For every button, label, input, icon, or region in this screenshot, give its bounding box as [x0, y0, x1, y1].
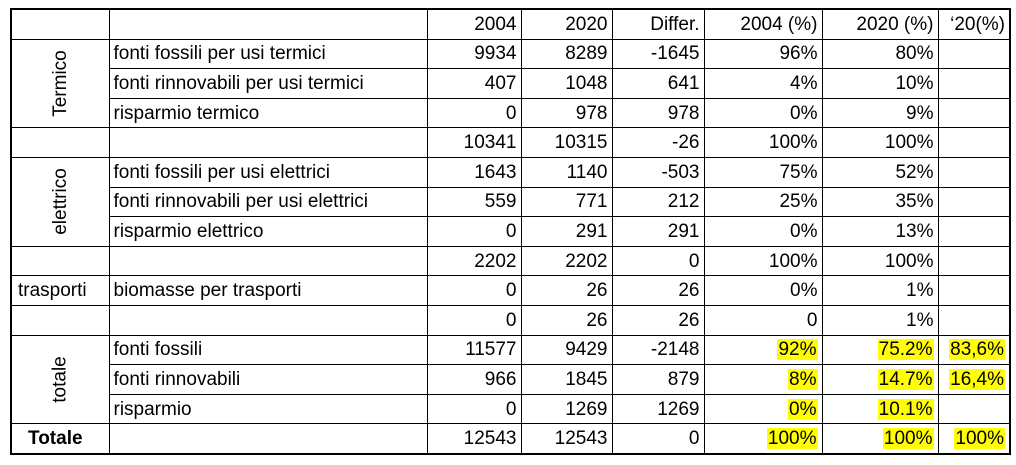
table-row — [11, 394, 1010, 424]
cell-pct-2020: 1% — [822, 305, 938, 335]
cell-pct-2020: 9% — [822, 98, 938, 128]
header-row — [11, 9, 1010, 39]
cell-pct-2004: 0 — [704, 305, 822, 335]
cell-pct-20 — [938, 157, 1010, 187]
cell-pct-2004: 100% — [704, 246, 822, 276]
cell-2020: 2202 — [521, 246, 612, 276]
cell-pct-20 — [938, 305, 1010, 335]
empty-cell — [11, 305, 109, 335]
cell-pct-2020: 10% — [822, 69, 938, 99]
cell-pct-20 — [938, 187, 1010, 217]
cell-pct-20 — [938, 424, 1010, 454]
cell-pct-2020: 100% — [822, 128, 938, 158]
cell-diff: 26 — [612, 276, 704, 306]
highlighted-value: 16,4% — [950, 368, 1004, 390]
table-row — [11, 187, 1010, 217]
cell-pct-20 — [938, 365, 1010, 395]
table-row — [11, 365, 1010, 395]
cell-pct-2004: 75% — [704, 157, 822, 187]
header-cell: 2004 (%) — [704, 9, 822, 39]
cell-diff: 0 — [612, 424, 704, 454]
cell-2004: 0 — [427, 217, 521, 247]
cell-pct-2004 — [704, 394, 822, 424]
highlighted-value: 100% — [767, 428, 817, 450]
cell-diff: 291 — [612, 217, 704, 247]
cell-pct-20 — [938, 217, 1010, 247]
row-label — [109, 305, 427, 335]
cell-diff: 0 — [612, 246, 704, 276]
subtotal-row — [11, 128, 1010, 158]
cell-pct-2004: 100% — [704, 128, 822, 158]
cell-2020: 1140 — [521, 157, 612, 187]
cell-2020: 291 — [521, 217, 612, 247]
cell-pct-2020 — [822, 335, 938, 365]
highlighted-value: 100% — [883, 428, 933, 450]
table-row — [11, 157, 1010, 187]
cell-2004: 1643 — [427, 157, 521, 187]
cell-pct-2020 — [822, 424, 938, 454]
cell-2004: 0 — [427, 98, 521, 128]
cell-pct-20 — [938, 128, 1010, 158]
cell-pct-2020: 13% — [822, 217, 938, 247]
table-row — [11, 217, 1010, 247]
header-cell: 2020 (%) — [822, 9, 938, 39]
row-label: fonti fossili per usi elettrici — [109, 157, 427, 187]
cell-2020: 1048 — [521, 69, 612, 99]
cell-pct-20 — [938, 276, 1010, 306]
empty-cell — [11, 128, 109, 158]
cell-2004: 0 — [427, 305, 521, 335]
cell-2004: 12543 — [427, 424, 521, 454]
cell-diff: 26 — [612, 305, 704, 335]
highlighted-value: 8% — [789, 368, 817, 390]
row-label: biomasse per trasporti — [109, 276, 427, 306]
cell-pct-2020 — [822, 365, 938, 395]
cell-diff: -1645 — [612, 39, 704, 69]
cell-2020: 12543 — [521, 424, 612, 454]
cell-pct-20 — [938, 394, 1010, 424]
cell-2020: 978 — [521, 98, 612, 128]
cell-pct-2004: 25% — [704, 187, 822, 217]
cell-2020: 26 — [521, 276, 612, 306]
group-label-trasporti: trasporti — [11, 276, 109, 306]
cell-2004: 0 — [427, 394, 521, 424]
table-row — [11, 98, 1010, 128]
cell-diff: 641 — [612, 69, 704, 99]
energy-balance-table — [10, 8, 1011, 455]
row-label: risparmio elettrico — [109, 217, 427, 247]
header-cell — [109, 9, 427, 39]
empty-cell — [109, 424, 427, 454]
cell-pct-2004 — [704, 424, 822, 454]
highlighted-value: 83,6% — [950, 339, 1004, 361]
cell-pct-20 — [938, 335, 1010, 365]
table-row — [11, 39, 1010, 69]
header-cell: ‘20(%) — [938, 9, 1010, 39]
cell-pct-20 — [938, 69, 1010, 99]
row-label — [109, 246, 427, 276]
cell-2020: 9429 — [521, 335, 612, 365]
group-label-elettrico: elettrico — [11, 157, 109, 246]
cell-2020: 10315 — [521, 128, 612, 158]
cell-pct-2020: 52% — [822, 157, 938, 187]
total-row — [11, 424, 1010, 454]
cell-pct-2004 — [704, 335, 822, 365]
row-label — [109, 128, 427, 158]
table-row — [11, 335, 1010, 365]
cell-pct-20 — [938, 39, 1010, 69]
highlighted-value: 75.2% — [878, 339, 933, 361]
highlighted-value: 10.1% — [878, 398, 933, 420]
cell-pct-2004: 0% — [704, 98, 822, 128]
cell-pct-2020: 80% — [822, 39, 938, 69]
group-label-termico: Termico — [11, 39, 109, 128]
total-label: Totale — [11, 424, 109, 454]
cell-2004: 10341 — [427, 128, 521, 158]
row-label: fonti rinnovabili per usi elettrici — [109, 187, 427, 217]
row-label: risparmio — [109, 394, 427, 424]
cell-2004: 2202 — [427, 246, 521, 276]
highlighted-value: 14.7% — [878, 368, 933, 390]
header-cell: Differ. — [612, 9, 704, 39]
cell-2020: 8289 — [521, 39, 612, 69]
cell-2020: 26 — [521, 305, 612, 335]
cell-2004: 407 — [427, 69, 521, 99]
cell-pct-2004: 0% — [704, 217, 822, 247]
cell-diff: 978 — [612, 98, 704, 128]
highlighted-value: 100% — [955, 428, 1004, 450]
highlighted-value: 0% — [789, 398, 817, 420]
table-row — [11, 276, 1010, 306]
cell-pct-2020: 35% — [822, 187, 938, 217]
cell-pct-2004: 96% — [704, 39, 822, 69]
cell-diff: -2148 — [612, 335, 704, 365]
row-label: fonti fossili — [109, 335, 427, 365]
cell-2020: 1269 — [521, 394, 612, 424]
cell-diff: 879 — [612, 365, 704, 395]
table-row — [11, 69, 1010, 99]
cell-pct-2020 — [822, 394, 938, 424]
cell-pct-2020: 100% — [822, 246, 938, 276]
cell-diff: 212 — [612, 187, 704, 217]
subtotal-row — [11, 246, 1010, 276]
cell-2004: 559 — [427, 187, 521, 217]
cell-2004: 0 — [427, 276, 521, 306]
header-cell — [11, 9, 109, 39]
cell-2004: 9934 — [427, 39, 521, 69]
cell-pct-2004 — [704, 365, 822, 395]
row-label: fonti rinnovabili per usi termici — [109, 69, 427, 99]
cell-2004: 966 — [427, 365, 521, 395]
cell-2020: 1845 — [521, 365, 612, 395]
cell-pct-20 — [938, 246, 1010, 276]
highlighted-value: 92% — [778, 339, 817, 361]
group-label-totale: totale — [11, 335, 109, 424]
cell-diff: 1269 — [612, 394, 704, 424]
subtotal-row — [11, 305, 1010, 335]
cell-pct-2004: 0% — [704, 276, 822, 306]
header-cell: 2020 — [521, 9, 612, 39]
row-label: risparmio termico — [109, 98, 427, 128]
row-label: fonti fossili per usi termici — [109, 39, 427, 69]
cell-pct-2020: 1% — [822, 276, 938, 306]
cell-diff: -503 — [612, 157, 704, 187]
header-cell: 2004 — [427, 9, 521, 39]
cell-pct-2004: 4% — [704, 69, 822, 99]
cell-2020: 771 — [521, 187, 612, 217]
empty-cell — [11, 246, 109, 276]
row-label: fonti rinnovabili — [109, 365, 427, 395]
cell-2004: 11577 — [427, 335, 521, 365]
cell-pct-20 — [938, 98, 1010, 128]
cell-diff: -26 — [612, 128, 704, 158]
